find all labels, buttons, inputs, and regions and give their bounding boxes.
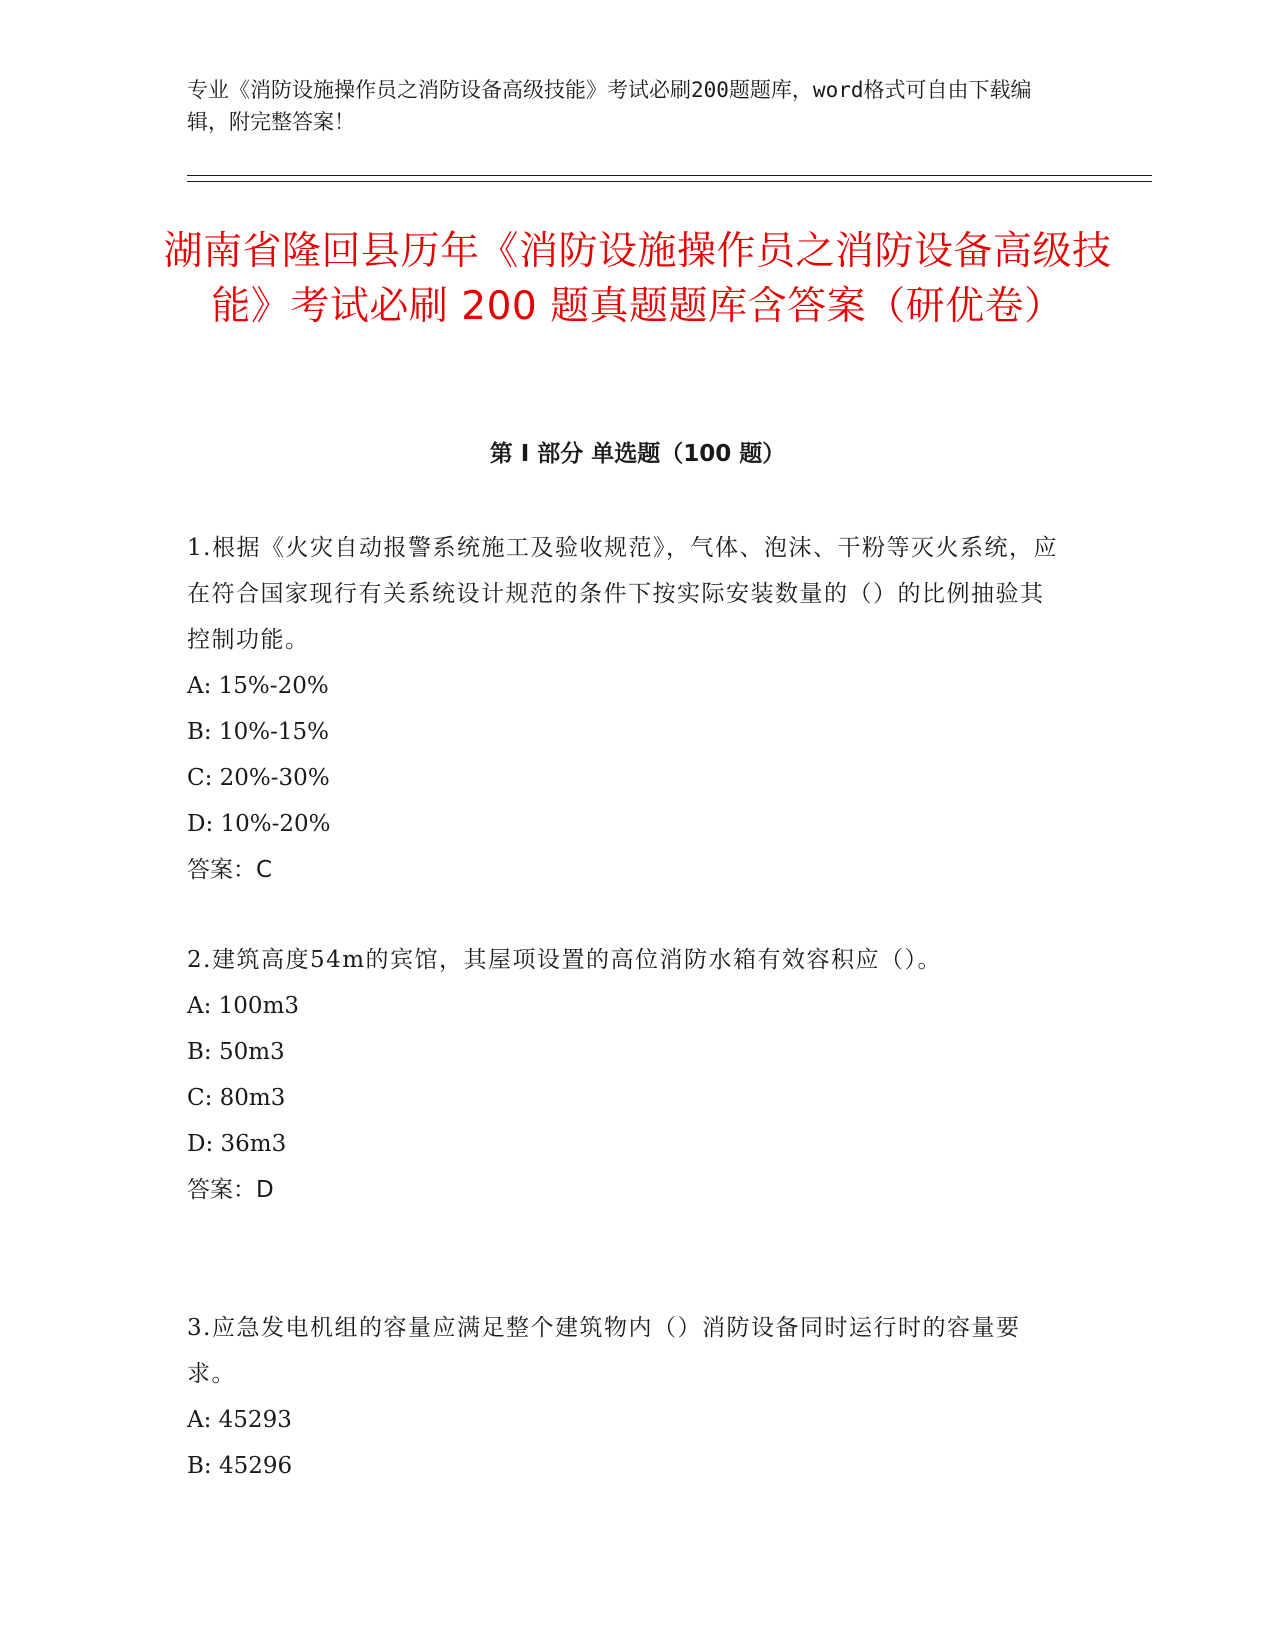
option-d: D: 36m3	[187, 1131, 287, 1157]
document-title: 湖南省隆回县历年《消防设施操作员之消防设备高级技能》考试必刷 200 题真题题库含答案（研优卷）	[163, 229, 1112, 329]
option-b: B: 45296	[187, 1453, 293, 1479]
option-c: C: 20%-30%	[187, 765, 330, 791]
option-b: B: 50m3	[187, 1039, 285, 1065]
answer: 答案：C	[187, 857, 273, 883]
option-c: C: 80m3	[187, 1085, 286, 1111]
option-a: A: 100m3	[187, 993, 300, 1019]
answer: 答案：D	[187, 1177, 274, 1203]
section-title: 第 I 部分 单选题（100 题）	[489, 441, 786, 467]
header-divider-bottom	[187, 181, 1152, 182]
question-1	[187, 525, 1067, 893]
header-divider-top	[187, 175, 1152, 176]
option-a: A: 45293	[187, 1407, 292, 1433]
question-3	[187, 1305, 1067, 1489]
option-a: A: 15%-20%	[187, 673, 329, 699]
question-text: 3.应急发电机组的容量应满足整个建筑物内（）消防设备同时运行时的容量要求。	[187, 1315, 1021, 1387]
header-note: 专业《消防设施操作员之消防设备高级技能》考试必刷200题题库，word格式可自由下载编辑，附完整答案！	[187, 78, 1032, 134]
option-b: B: 10%-15%	[187, 719, 329, 745]
option-d: D: 10%-20%	[187, 811, 331, 837]
question-text: 2.建筑高度54m的宾馆，其屋项设置的高位消防水箱有效容积应（）。	[187, 947, 943, 973]
question-2	[187, 937, 1067, 1213]
question-text: 1.根据《火灾自动报警系统施工及验收规范》，气体、泡沫、干粉等灭火系统，应在符合国家现行有关系统设计规范的条件下按实际安装数量的（）的比例抽验其控制功能。	[187, 535, 1058, 653]
